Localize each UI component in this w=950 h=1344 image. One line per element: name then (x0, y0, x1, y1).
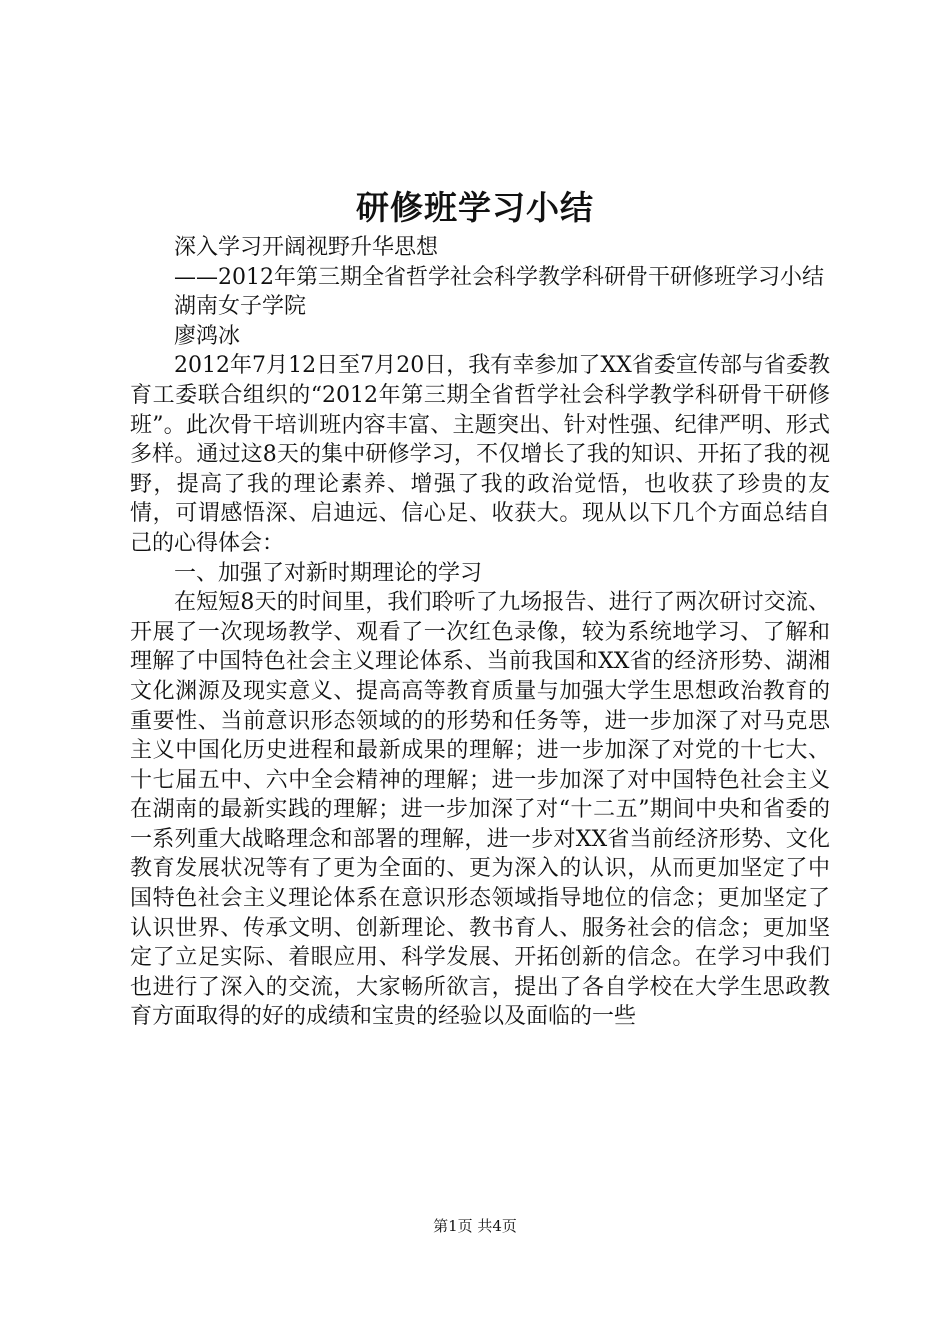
document-title: 研修班学习小结 (356, 188, 594, 227)
author-name: 廖鸿冰 (174, 323, 241, 349)
subtitle-dash-line: ——2012年第三期全省哲学社会科学教学科研骨干研修班学习小结 (174, 264, 824, 290)
subtitle-line: 深入学习开阔视野升华思想 (174, 235, 439, 260)
document-body (130, 233, 830, 1032)
page-footer: 第1页 共4页 (433, 1217, 517, 1235)
section-1-paragraph: 在短短8天的时间里，我们聆听了九场报告、进行了两次研讨交流、开展了一次现场教学、观看了一次红色录像，较为系统地学习、了解和理解了中国特色社会主义理论体系、当前我国和XX省的经济形势、湖湘文化渊源及现实意义、提高高等教育质量与加强大学生思想政治教育的重要性、当前意识形态领域的的形势和任务等，进一步加深了对马克思主义中国化历史进程和最新成果的理解；进一步加深了对党的十七大、十七届五中、六中全会精神的理解；进一步加深了对中国特色社会主义在湖南的最新实践的理解；进一步加深了对“十二五”期间中央和省委的一系列重大战略理念和部署的理解，进一步对XX省当前经济形势、文化教育发展状况等有了更为全面的、更为深入的认识，从而更加坚定了中国特色社会主义理论体系在意识形态领域指导地位的信念；更加坚定了认识世界、传承文明、创新理论、教书育人、服务社会的信念；更加坚定了立足实际、着眼应用、科学发展、开拓创新的信念。在学习中我们也进行了深入的交流，大家畅所欲言，提出了各自学校在大学生思政教育方面取得的好的成绩和宝贵的经验以及面临的一些 (130, 590, 830, 1030)
intro-paragraph: 2012年7月12日至7月20日，我有幸参加了XX省委宣传部与省委教育工委联合组织的“2012年第三期全省哲学社会科学教学科研骨干研修班”。此次骨干培训班内容丰富、主题突出、针对性强、纪律严明、形式多样。通过这8天的集中研修学习，不仅增长了我的知识、开拓了我的视野，提高了我的理论素养、增强了我的政治觉悟，也收获了珍贵的友情，可谓感悟深、启迪远、信心足、收获大。现从以下几个方面总结自己的心得体会： (130, 353, 830, 556)
section-heading-1: 一、加强了对新时期理论的学习 (174, 560, 483, 586)
author-institution: 湖南女子学院 (174, 294, 307, 320)
